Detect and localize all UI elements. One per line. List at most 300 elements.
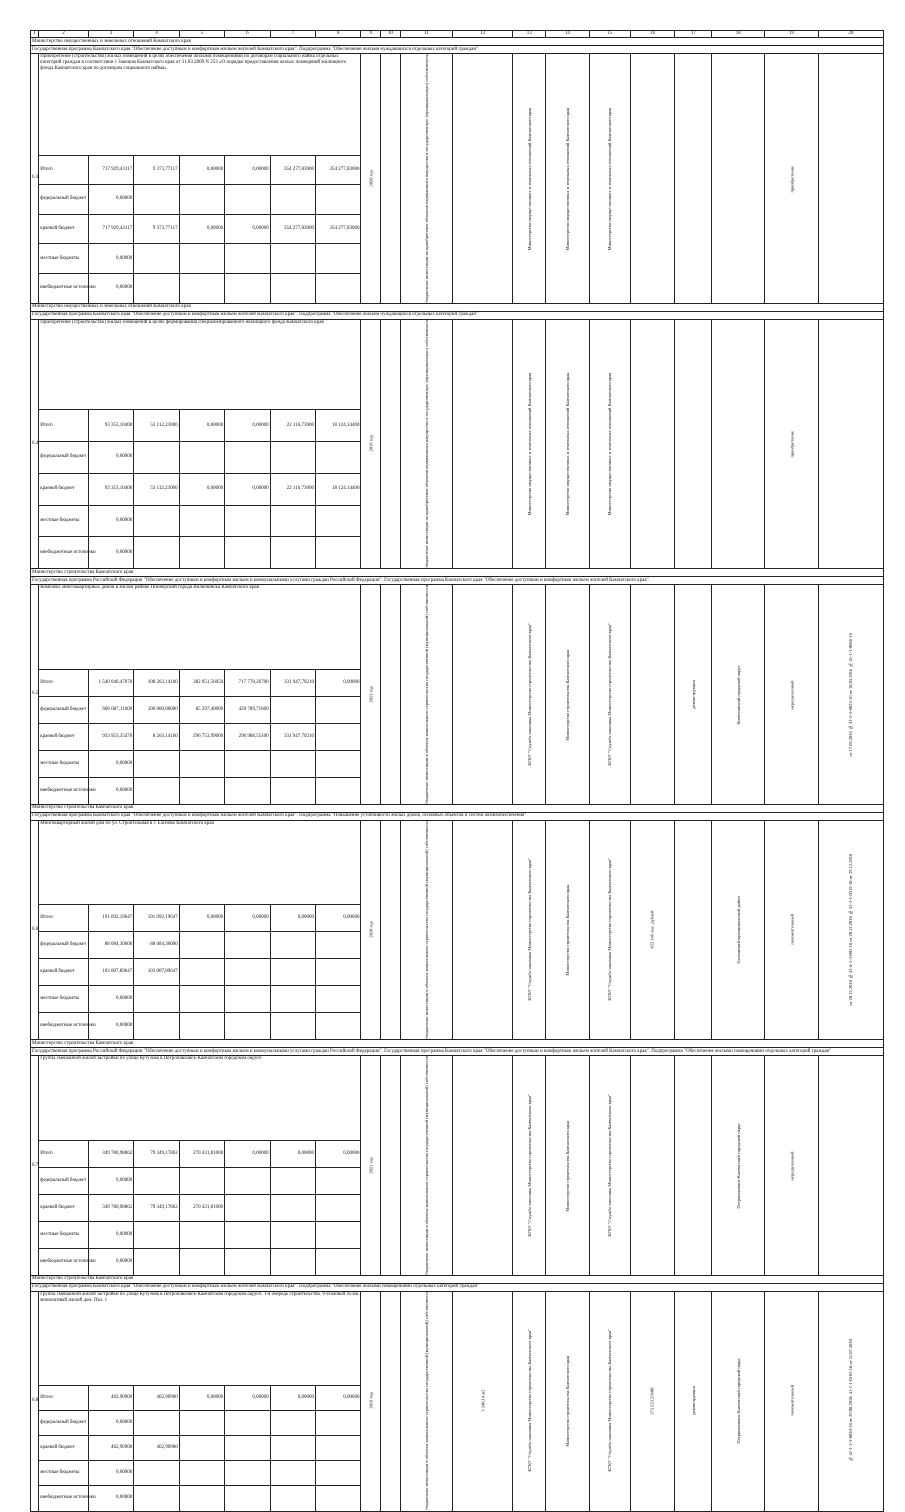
amount-cell: 717 929,43117 [88, 214, 133, 244]
funding-source-label: краевой бюджет [39, 1435, 89, 1460]
amount-cell: 270 431,81000 [179, 1195, 224, 1222]
amount-cell [179, 185, 224, 215]
amount-cell: 354 277,83000 [316, 214, 361, 244]
amount-cell: 0,00000 [179, 410, 224, 442]
conclusion: № 41-1-1-3-0010-18 от 29.08.2018; 41-1-1-0101-18 от 31.07.2018 [818, 1291, 883, 1511]
amount-cell: 462,90900 [88, 1435, 133, 1460]
amount-cell: 0,00000 [88, 1013, 133, 1040]
funding-source-label: Итого [39, 1141, 89, 1168]
amount-cell [270, 986, 315, 1013]
municipality [712, 319, 765, 569]
amount-cell [179, 442, 224, 474]
amount-cell [225, 1013, 270, 1040]
amount-cell: 349 780,98862 [88, 1195, 133, 1222]
customer: КГКУ "Служба заказчика Министерства строительства Камчатского края" [513, 585, 546, 805]
main-manager: Министерство имущественных и земельных отношений Камчатского края [546, 319, 589, 569]
column-number-12: 12 [453, 31, 513, 38]
section-ministry-row [31, 1040, 884, 1048]
amount-cell: 18 124,14400 [316, 410, 361, 442]
budget-table [30, 30, 884, 1512]
work-type: реконструкция [675, 1291, 712, 1511]
amount-cell [270, 505, 315, 537]
work-type [675, 1056, 712, 1276]
customer: КГКУ "Служба заказчика Министерства строительства Камчатского края" [513, 820, 546, 1040]
year: 2020 год [361, 820, 381, 1040]
amount-cell [270, 1221, 315, 1248]
amount-cell: 717 929,43117 [88, 155, 133, 185]
funding-source-label: краевой бюджет [39, 1195, 89, 1222]
ministry-name: Министерство имущественных и земельных отношений Камчатского края [31, 38, 884, 46]
amount-cell [134, 505, 179, 537]
amount-cell: 9 373,77117 [134, 155, 179, 185]
amount-cell: 0,00000 [88, 1221, 133, 1248]
amount-cell [179, 244, 224, 274]
customer: КГКУ "Служба заказчика Министерства строительства Камчатского края" [513, 1056, 546, 1276]
amount-cell [316, 777, 361, 804]
amount-cell: 0,00000 [225, 473, 270, 505]
amount-cell: 0,00000 [88, 1410, 133, 1435]
amount-cell: 0,00000 [179, 473, 224, 505]
municipality [712, 54, 765, 304]
amount-cell [179, 537, 224, 569]
amount-cell: 79 349,17862 [134, 1141, 179, 1168]
amount-cell: 606 087,11600 [88, 696, 133, 723]
amount-cell: 296 753,99000 [179, 723, 224, 750]
amount-cell [270, 244, 315, 274]
amount-cell [270, 1195, 315, 1222]
amount-cell [134, 273, 179, 303]
ministry-name: Министерство строительства Камчатского края [31, 1040, 884, 1048]
amount-cell [270, 537, 315, 569]
amount-cell [134, 244, 179, 274]
amount-cell [316, 273, 361, 303]
amount-cell: 933 953,35470 [88, 723, 133, 750]
column-number-7: 7 [270, 31, 315, 38]
program-name: Государственная программа Камчатского края "Обеспечение доступным и комфортным жильем жителей Камчатского края". Подпрограмма "Повышение устойчивости жилых домов, основных объектов и систем жизнеобеспечения" [31, 812, 884, 820]
amount-cell: 0,00000 [88, 244, 133, 274]
municipality: Вилючинский городской округ [712, 585, 765, 805]
amount-cell [316, 442, 361, 474]
funding-source-label: внебюджетные источники [39, 273, 89, 303]
section-program-row [31, 311, 884, 319]
amount-cell: 8 263,14160 [134, 723, 179, 750]
object-name: Приобретение (строительство) жилых помещений в целях обеспечения жилыми помещениями по договорам социального найма отдельных категорий граждан в соответствии с Законом Камчатского края от 31.03.2009 N 253 «О порядке предоставления жилых помещений жилищного фонда Камчатского края по договорам социального найма» [39, 54, 361, 156]
column-number-13: 13 [513, 31, 546, 38]
amount-cell [179, 986, 224, 1013]
budget-table-sheet [30, 30, 884, 1511]
column-number-2: 2 [39, 31, 89, 38]
ministry-name: Министерство имущественных и земельных отношений Камчатского края [31, 303, 884, 311]
amount-cell: 462,90900 [88, 1385, 133, 1410]
amount-cell [316, 1013, 361, 1040]
column-number-3: 3 [88, 31, 133, 38]
amount-cell [134, 1221, 179, 1248]
section-ministry-row [31, 38, 884, 46]
recipient: Министерство имущественных и земельных отношений Камчатского края [589, 319, 630, 569]
amount-cell [134, 1168, 179, 1195]
amount-cell: 331 947,70210 [270, 723, 315, 750]
column-number-18: 18 [712, 31, 765, 38]
column-number-5: 5 [179, 31, 224, 38]
municipality: Петропавловск-Камчатский городской округ [712, 1056, 765, 1276]
amount-cell [179, 750, 224, 777]
funding-source-label: внебюджетные источники [39, 537, 89, 569]
section-object-row [31, 1291, 884, 1385]
object-name: Группа смешанной жилой застройки по улице Кутузова в Петропавловск-Камчатском городском округе [39, 1056, 361, 1141]
amount-cell: 100 000,00000 [134, 696, 179, 723]
amount-cell: 354 277,83000 [270, 214, 315, 244]
amount-cell [225, 185, 270, 215]
customer: Министерство имущественных и земельных отношений Камчатского края [513, 54, 546, 304]
expertise: неразделенный [765, 585, 819, 805]
funding-source-label: федеральный бюджет [39, 696, 89, 723]
amount-cell [270, 273, 315, 303]
amount-cell [270, 777, 315, 804]
amount-cell: 462,90900 [134, 1385, 179, 1410]
amount-cell [270, 1168, 315, 1195]
amount-cell [179, 1461, 224, 1486]
funding-source-label: местные бюджеты [39, 750, 89, 777]
amount-cell [316, 1168, 361, 1195]
amount-cell: 22 116,73000 [270, 473, 315, 505]
amount-cell [225, 1435, 270, 1460]
funding-source-label: внебюджетные источники [39, 1248, 89, 1275]
funding-source-label: краевой бюджет [39, 723, 89, 750]
amount-cell: 0,00000 [88, 777, 133, 804]
amount-cell: 354 277,83000 [270, 155, 315, 185]
capacity [453, 319, 513, 569]
amount-cell: 0,00000 [316, 905, 361, 932]
amount-cell [134, 777, 179, 804]
amount-cell [134, 442, 179, 474]
amount-cell [316, 185, 361, 215]
work-type [675, 54, 712, 304]
investment-form: бюджетные инвестиции в объекты капитального строительства государственной (муниципальной) собственности [400, 820, 453, 1040]
municipality: Елизовский муниципальный район [712, 820, 765, 1040]
amount-cell: 0,00000 [225, 905, 270, 932]
amount-cell [225, 1168, 270, 1195]
row-number: 6.3 [31, 54, 39, 304]
amount-cell [134, 1461, 179, 1486]
section-program-row [31, 577, 884, 585]
ministry-name: Министерство строительства Камчатского края [31, 1275, 884, 1283]
expertise: положительный [765, 1291, 819, 1511]
amount-cell [225, 537, 270, 569]
col-10 [381, 54, 401, 304]
amount-cell [225, 932, 270, 959]
funding-source-label: местные бюджеты [39, 1461, 89, 1486]
amount-cell: 354 277,83000 [316, 155, 361, 185]
amount-cell [270, 185, 315, 215]
amount-cell [316, 1410, 361, 1435]
funding-source-label: федеральный бюджет [39, 1168, 89, 1195]
col-10 [381, 319, 401, 569]
amount-cell: 0,00000 [270, 1385, 315, 1410]
cost [630, 1056, 674, 1276]
customer: КГКУ "Служба заказчика Министерства строительства Камчатского края" [513, 1291, 546, 1511]
capacity [453, 54, 513, 304]
amount-cell [270, 1410, 315, 1435]
year: 2020 год [361, 54, 381, 304]
amount-cell [316, 244, 361, 274]
capacity [453, 585, 513, 805]
work-type [675, 820, 712, 1040]
amount-cell [179, 1248, 224, 1275]
funding-source-label: федеральный бюджет [39, 442, 89, 474]
amount-cell [316, 505, 361, 537]
main-manager: Министерство строительства Камчатского края [546, 585, 589, 805]
capacity [453, 1056, 513, 1276]
amount-cell [134, 1486, 179, 1511]
amount-cell [134, 986, 179, 1013]
amount-cell: 0,00000 [88, 1461, 133, 1486]
amount-cell [225, 1248, 270, 1275]
amount-cell: 0,00000 [88, 505, 133, 537]
amount-cell: 0,00000 [316, 1141, 361, 1168]
amount-cell [179, 777, 224, 804]
conclusion [818, 319, 883, 569]
amount-cell [316, 932, 361, 959]
section-object-row [31, 1056, 884, 1141]
amount-cell: 0,00000 [88, 442, 133, 474]
conclusion: от 17.05.2016 № 41-5-3-0013-16 от 18.03.2016 № 41-1-1-0066-16 [818, 585, 883, 805]
amount-cell [270, 1486, 315, 1511]
investment-form: бюджетные инвестиции в объекты капитального строительства государственной (муниципальной) собственности [400, 1056, 453, 1276]
amount-cell [225, 1486, 270, 1511]
program-name: Государственная программа Российской Федерации "Обеспечение доступным и комфортным жильем и коммунальными услугами граждан Российской Федерации". Государственная программа Камчатского края "Обеспечение доступным и комфортным жильем жителей Камчатского края". Подпрограмма "Обеспечение жилыми помещениями отдельных категорий граждан" [31, 1048, 884, 1056]
amount-cell: 0,00000 [179, 214, 224, 244]
funding-source-label: Итого [39, 905, 89, 932]
column-number-19: 19 [765, 31, 819, 38]
amount-cell [134, 537, 179, 569]
amount-cell [179, 1168, 224, 1195]
amount-cell [270, 1013, 315, 1040]
column-number-4: 4 [134, 31, 179, 38]
cost [630, 54, 674, 304]
column-number-14: 14 [546, 31, 589, 38]
amount-cell: 191 092,19647 [88, 905, 133, 932]
recipient: КГКУ "Служба заказчика Министерства строительства Камчатского края" [589, 1291, 630, 1511]
amount-cell: 0,00000 [270, 1141, 315, 1168]
program-name: Государственная программа Камчатского края "Обеспечение доступным и комфортным жильем жителей Камчатского края". Подпрограмма "Обеспечение жильем нуждающихся отдельных категорий граждан" [31, 311, 884, 319]
amount-cell [270, 1435, 315, 1460]
work-type [675, 319, 712, 569]
amount-cell: 1 540 040,47070 [88, 669, 133, 696]
amount-cell [270, 696, 315, 723]
amount-cell [316, 723, 361, 750]
funding-source-label: Итого [39, 155, 89, 185]
column-number-8: 8 [316, 31, 361, 38]
amount-cell [270, 1248, 315, 1275]
column-number-11: 11 [400, 31, 453, 38]
row-number: 6.7 [31, 1056, 39, 1276]
funding-source-label: Итого [39, 1385, 89, 1410]
amount-cell: 108 263,14160 [134, 669, 179, 696]
amount-cell [270, 442, 315, 474]
object-name: Приобретение (строительство) жилых помещений в целях формирования специализированного жилищного фонда Камчатского края [39, 319, 361, 410]
amount-cell: 0,00000 [179, 155, 224, 185]
amount-cell [225, 1410, 270, 1435]
amount-cell: 22 116,73000 [270, 410, 315, 442]
funding-source-label: краевой бюджет [39, 473, 89, 505]
funding-source-label: местные бюджеты [39, 986, 89, 1013]
amount-cell: 0,00000 [225, 155, 270, 185]
section-object-row [31, 820, 884, 905]
amount-cell [316, 959, 361, 986]
amount-cell [179, 959, 224, 986]
amount-cell: 0,00000 [88, 1486, 133, 1511]
row-number: 6.5 [31, 585, 39, 805]
amount-cell: 0,00000 [316, 669, 361, 696]
object-name: Комплекс многоквартирных домов в жилом районе Пионерский города Вилючинска Камчатского края [39, 585, 361, 670]
object-name: Группа смешанной жилой застройки по улице Кутузова в Петропавловск-Камчатском городском округе. 1-я очередь строительства. 9-этажный 45-кв. монолитный жилой дом. Поз. 1 [39, 1291, 361, 1385]
expertise: неразделенный [765, 1056, 819, 1276]
amount-cell: 270 431,81000 [179, 1141, 224, 1168]
amount-cell [225, 777, 270, 804]
section-ministry-row [31, 569, 884, 577]
cost [630, 319, 674, 569]
amount-cell: 93 353,10400 [88, 410, 133, 442]
funding-source-label: федеральный бюджет [39, 1410, 89, 1435]
section-object-row [31, 319, 884, 410]
amount-cell: 0,00000 [88, 750, 133, 777]
amount-cell [225, 750, 270, 777]
expertise: приобретение [765, 319, 819, 569]
column-number-10: 10 [381, 31, 401, 38]
main-manager: Министерство строительства Камчатского края [546, 820, 589, 1040]
funding-source-label: федеральный бюджет [39, 932, 89, 959]
recipient: КГКУ "Служба заказчика Министерства строительства Камчатского края" [589, 585, 630, 805]
main-manager: Министерство строительства Камчатского края [546, 1056, 589, 1276]
column-number-17: 17 [675, 31, 712, 38]
funding-source-label: внебюджетные источники [39, 1486, 89, 1511]
amount-cell: 9 373,77117 [134, 214, 179, 244]
amount-cell [316, 1461, 361, 1486]
amount-cell: 331 947,70210 [270, 669, 315, 696]
column-number-row [31, 31, 884, 38]
amount-cell: 717 778,26700 [225, 669, 270, 696]
amount-cell: 0,00000 [88, 537, 133, 569]
amount-cell: 53 112,23000 [134, 473, 179, 505]
amount-cell: 53 112,23000 [134, 410, 179, 442]
funding-source-label: внебюджетные источники [39, 1013, 89, 1040]
amount-cell [316, 1486, 361, 1511]
year: 2021 год [361, 1056, 381, 1276]
main-manager: Министерство имущественных и земельных отношений Камчатского края [546, 54, 589, 304]
amount-cell [225, 244, 270, 274]
ministry-name: Министерство строительства Камчатского края [31, 804, 884, 812]
col-10 [381, 1291, 401, 1511]
cost: 452 146 тыс. рублей [630, 820, 674, 1040]
amount-cell: 88 084,30000 [88, 932, 133, 959]
amount-cell: 88 084,30000 [134, 932, 179, 959]
amount-cell [134, 185, 179, 215]
amount-cell: 0,00000 [225, 1385, 270, 1410]
amount-cell [134, 1410, 179, 1435]
program-name: Государственная программа Российской Федерации "Обеспечение доступным и комфортным жильем и коммунальными услугами граждан Российской Федерации". Государственная программа Камчатского края "Обеспечение доступным и комфортным жильем жителей Камчатского края". [31, 577, 884, 585]
amount-cell [270, 959, 315, 986]
amount-cell: 79 349,17862 [134, 1195, 179, 1222]
row-number: 6.6 [31, 820, 39, 1040]
investment-form: бюджетные инвестиции в объекты капитального строительства государственной (муниципальной) собственности [400, 1291, 453, 1511]
amount-cell: 93 353,10400 [88, 473, 133, 505]
amount-cell: 0,00000 [316, 1385, 361, 1410]
amount-cell: 0,00000 [225, 410, 270, 442]
amount-cell: 191 092,19647 [134, 905, 179, 932]
capacity: 3 340,14 м2 [453, 1291, 513, 1511]
expertise: приобретение [765, 54, 819, 304]
amount-cell [134, 750, 179, 777]
amount-cell [179, 1435, 224, 1460]
section-ministry-row [31, 804, 884, 812]
section-program-row [31, 46, 884, 54]
amount-cell [270, 750, 315, 777]
conclusion: от 20.12.2018 № 41-4-1-3-001-18 от 20.12.2018 № 41-1-1-0319-18 от 29.12.2018 [818, 820, 883, 1040]
amount-cell: 0,00000 [270, 905, 315, 932]
column-number-20: 20 [818, 31, 883, 38]
investment-form: бюджетные инвестиции на приобретение объектов недвижимого имущества в государственную (муниципальную) собственность [400, 54, 453, 304]
column-number-1: 1 [31, 31, 39, 38]
amount-cell: 0,00000 [225, 214, 270, 244]
amount-cell [225, 273, 270, 303]
program-name: Государственная программа Камчатского края "Обеспечение доступным и комфортным жильем жителей Камчатского края". Подпрограмма "Обеспечение жильем нуждающихся отдельных категорий граждан" [31, 46, 884, 54]
amount-cell [225, 505, 270, 537]
table-body [31, 31, 884, 1512]
amount-cell [225, 1221, 270, 1248]
amount-cell [225, 442, 270, 474]
conclusion [818, 54, 883, 304]
year: 2023 год [361, 585, 381, 805]
amount-cell [179, 1221, 224, 1248]
funding-source-label: Итого [39, 669, 89, 696]
amount-cell: 103 007,89647 [134, 959, 179, 986]
investment-form: бюджетные инвестиции в объекты капитального строительства государственной (муниципальной) собственности [400, 585, 453, 805]
amount-cell [225, 959, 270, 986]
amount-cell [316, 1435, 361, 1460]
funding-source-label: федеральный бюджет [39, 185, 89, 215]
column-number-16: 16 [630, 31, 674, 38]
capacity [453, 820, 513, 1040]
expertise: положительный [765, 820, 819, 1040]
section-ministry-row [31, 303, 884, 311]
amount-cell: 0,00000 [88, 1168, 133, 1195]
col-10 [381, 585, 401, 805]
funding-source-label: краевой бюджет [39, 214, 89, 244]
amount-cell [316, 1195, 361, 1222]
amount-cell [316, 1248, 361, 1275]
amount-cell [134, 1248, 179, 1275]
funding-source-label: краевой бюджет [39, 959, 89, 986]
recipient: Министерство имущественных и земельных отношений Камчатского края [589, 54, 630, 304]
amount-cell [179, 1410, 224, 1435]
year: 2019 год [361, 319, 381, 569]
amount-cell: 0,00000 [179, 905, 224, 932]
amount-cell [316, 696, 361, 723]
amount-cell: 0,00000 [88, 1248, 133, 1275]
row-number: 6.8 [31, 1291, 39, 1511]
amount-cell [225, 1461, 270, 1486]
customer: Министерство имущественных и земельных отношений Камчатского края [513, 319, 546, 569]
conclusion [818, 1056, 883, 1276]
section-program-row [31, 1048, 884, 1056]
amount-cell: 420 789,71600 [225, 696, 270, 723]
amount-cell [316, 537, 361, 569]
amount-cell: 85 297,40000 [179, 696, 224, 723]
funding-source-label: внебюджетные источники [39, 777, 89, 804]
cost: 373 623,33600 [630, 1291, 674, 1511]
column-number-9: 9 [361, 31, 381, 38]
amount-cell [179, 1013, 224, 1040]
